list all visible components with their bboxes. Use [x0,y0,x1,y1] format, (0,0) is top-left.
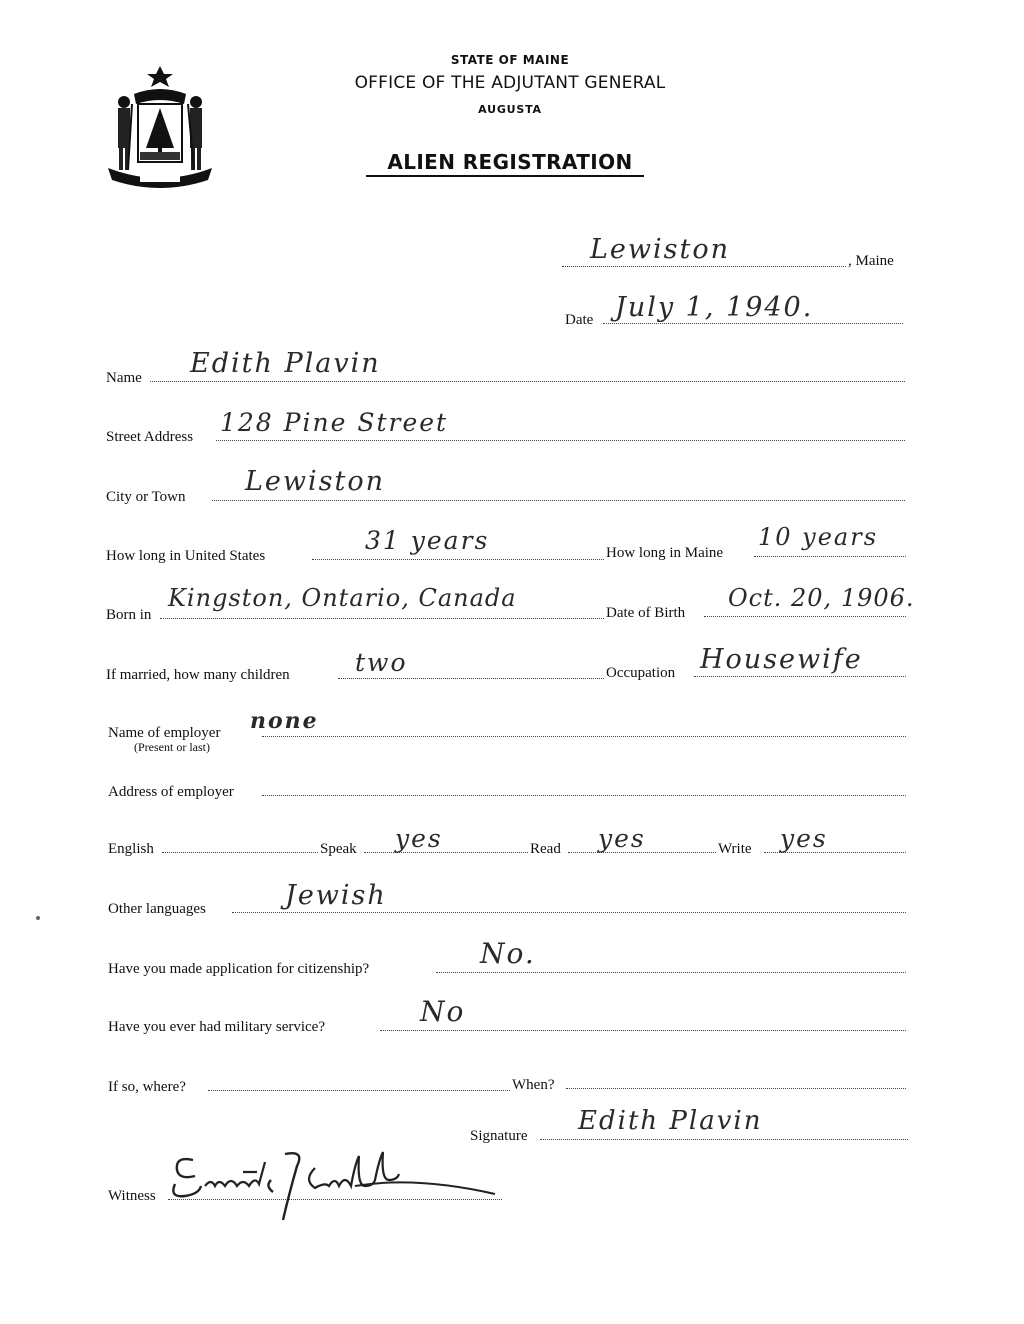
date-line [603,323,903,324]
read-value: yes [598,824,646,853]
street-address-value: 128 Pine Street [220,408,449,437]
other-languages-value: Jewish [285,880,387,911]
citizenship-label: Have you made application for citizenship? [108,961,370,977]
date-of-birth-label: Date of Birth [606,605,686,621]
speak-value: yes [395,824,443,853]
military-line [380,1030,906,1031]
city-line [212,500,905,501]
children-line [338,678,604,679]
city-label: City or Town [106,489,186,505]
employer-label: Name of employer [108,725,221,741]
born-in-value: Kingston, Ontario, Canada [168,584,517,612]
where-line [208,1090,510,1091]
place-suffix: , Maine [848,253,894,269]
scan-artifact [36,916,40,920]
city-value: Lewiston [245,466,386,497]
citizenship-value: No. [480,937,536,970]
read-label: Read [530,841,561,857]
when-line [566,1088,906,1089]
street-address-label: Street Address [106,429,194,445]
header-office: OFFICE OF THE ADJUTANT GENERAL [354,73,666,93]
employer-address-line [262,795,906,796]
date-of-birth-line [704,616,906,617]
military-label: Have you ever had military service? [108,1019,325,1035]
how-long-us-value: 31 years [365,526,490,555]
date-label: Date [565,312,594,328]
date-of-birth-value: Oct. 20, 1906. [728,584,915,612]
how-long-maine-line [754,556,906,557]
speak-label: Speak [320,841,357,857]
speak-line [364,852,528,853]
other-languages-label: Other languages [108,901,206,917]
place-line [562,266,846,267]
name-label: Name [106,370,142,386]
employer-address-label: Address of employer [108,784,234,800]
employer-sublabel: (Present or last) [134,740,210,754]
write-label: Write [718,841,752,857]
name-line [150,381,905,382]
occupation-value: Housewife [700,644,863,675]
employer-line [262,736,906,737]
english-label: English [108,841,154,857]
maine-state-seal-icon [104,64,216,190]
title-underline [366,175,644,177]
born-in-line [160,618,604,619]
military-value: No [420,995,466,1028]
children-label: If married, how many children [106,667,290,683]
witness-label: Witness [108,1188,156,1204]
form-title: ALIEN REGISTRATION [387,150,633,174]
signature-label: Signature [470,1128,528,1144]
write-value: yes [780,824,828,853]
signature-value: Edith Plavin [578,1106,763,1136]
occupation-label: Occupation [606,665,676,681]
citizenship-line [436,972,906,973]
born-in-label: Born in [106,607,152,623]
how-long-maine-value: 10 years [758,523,879,551]
occupation-line [694,676,906,677]
header-state: STATE OF MAINE [450,53,570,67]
name-value: Edith Plavin [190,348,381,379]
header-city: AUGUSTA [478,103,542,116]
other-languages-line [232,912,906,913]
street-address-line [216,440,905,441]
when-label: When? [512,1077,555,1093]
signature-line [540,1139,908,1140]
how-long-us-label: How long in United States [106,548,266,564]
date-value: July 1, 1940. [615,292,814,323]
where-label: If so, where? [108,1079,186,1095]
witness-signature-image [165,1146,505,1230]
how-long-us-line [312,559,604,560]
employer-value: none [250,708,319,734]
how-long-maine-label: How long in Maine [606,545,724,561]
place-value: Lewiston [590,234,731,265]
children-value: two [355,648,408,677]
english-line [162,852,318,853]
